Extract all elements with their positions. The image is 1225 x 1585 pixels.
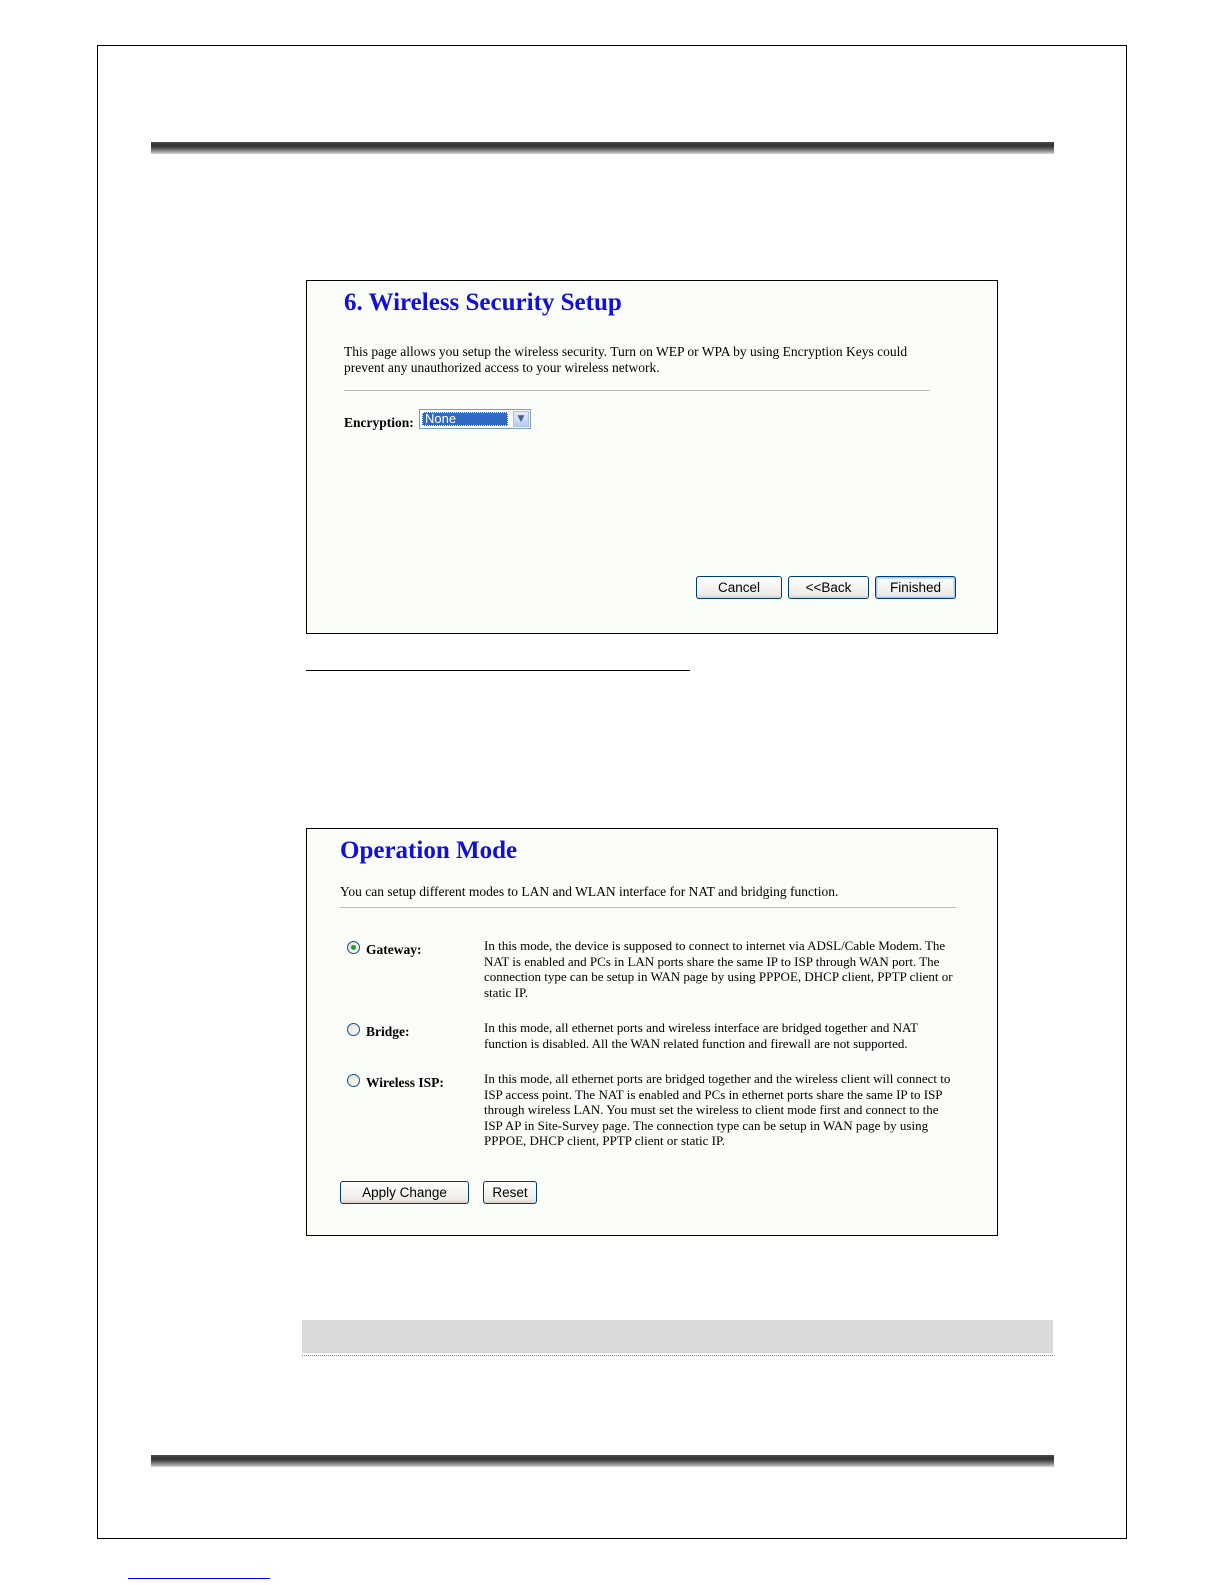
bridge-label: Bridge: [366,1024,410,1039]
table-header-underline [302,1355,1053,1356]
apply-change-button[interactable]: Apply Change [340,1181,469,1204]
chevron-down-icon[interactable]: ▼ [513,411,529,427]
wireless-isp-description: In this mode, all ethernet ports are bridged together and the wireless client will connect to ISP access point. The NAT is enabled and PCs in ethernet ports share the same IP to ISP through wireless LAN. You must set the wireless to client mode first and connect to the ISP AP in Site-Survey page. The connection type can be setup in WAN page by using PPPOE, DHCP client, PPTP client or static IP. [484,1071,951,1148]
header-rule [151,142,1054,154]
back-button[interactable]: <<Back [788,576,869,599]
table-header-bar [302,1320,1053,1353]
caption-underline [306,670,690,671]
reset-button[interactable]: Reset [483,1181,537,1204]
divider [340,907,956,908]
operation-mode-panel [306,828,998,1236]
gateway-description: In this mode, the device is supposed to connect to internet via ADSL/Cable Modem. The NAT is enabled and PCs in LAN ports share the same IP to ISP through WAN port. The connection type can be setup in WAN page by using PPPOE, DHCP client, PPTP client or static IP. [484,938,953,1000]
finished-button[interactable]: Finished [875,576,956,599]
encryption-select[interactable] [419,409,531,429]
wireless-isp-radio[interactable] [347,1074,360,1087]
encryption-label: Encryption: [344,415,414,430]
page-title: 6. Wireless Security Setup [344,289,622,316]
bridge-radio[interactable] [347,1023,360,1036]
page-frame [97,45,1127,1539]
bridge-description: In this mode, all ethernet ports and wireless interface are bridged together and NAT function is disabled. All the WAN related function and firewall are not supported. [484,1020,918,1051]
wireless-isp-label: Wireless ISP: [366,1075,444,1090]
encryption-selected-value: None [422,412,508,426]
gateway-radio[interactable] [347,941,360,954]
divider [344,390,930,391]
operation-mode-description: You can setup different modes to LAN and WLAN interface for NAT and bridging function. [340,884,839,899]
security-description: This page allows you setup the wireless security. Turn on WEP or WPA by using Encryption Keys could prevent any unauthorized access to your wireless network. [344,344,908,375]
cancel-button[interactable]: Cancel [696,576,782,599]
footer-link-underline [128,1578,270,1579]
footer-rule [151,1455,1054,1467]
operation-mode-title: Operation Mode [340,837,518,864]
wireless-security-panel [306,280,998,634]
gateway-label: Gateway: [366,942,422,957]
